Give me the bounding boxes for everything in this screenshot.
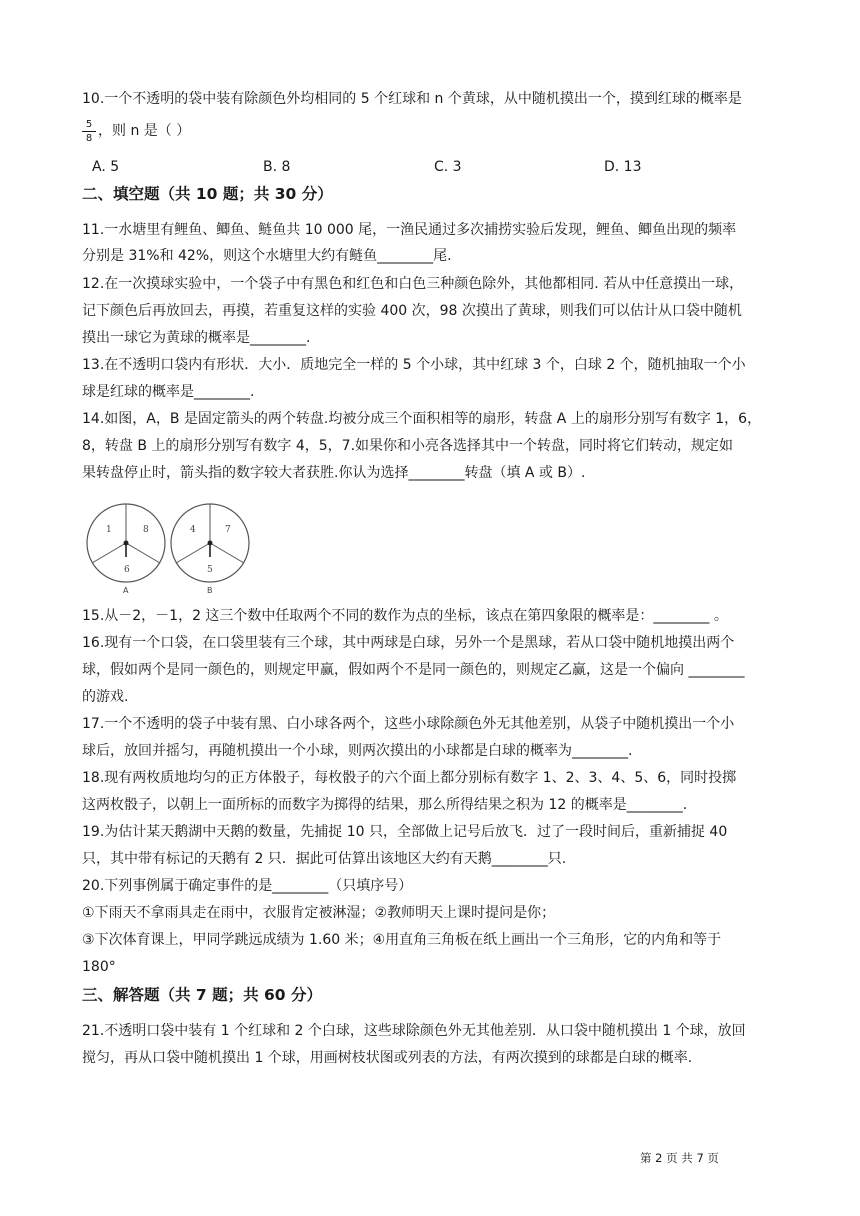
- spinner-b-right-number: 7: [225, 525, 231, 535]
- q19-line2: 只，其中带有标记的天鹅有 2 只．据此可估算出该地区大约有天鹅________只.: [82, 851, 567, 867]
- q10-fraction-numerator: 5: [85, 119, 93, 130]
- q12-line1: 12.在一次摸球实验中，一个袋子中有黑色和红色和白色三种颜色除外，其他都相同. 若从中任意摸出一球，: [82, 276, 744, 292]
- q18-line2: 这两枚骰子，以朝上一面所标的而数字为掷得的结果，那么所得结果之积为 12 的概率是________.: [82, 797, 688, 813]
- spinner-b-bottom-number: 5: [207, 565, 213, 575]
- q10-option-d: D. 13: [604, 159, 642, 175]
- q16-line1: 16.现有一个口袋，在口袋里装有三个球，其中两球是白球，另外一个是黑球，若从口袋中随机地摸出两个: [82, 635, 735, 651]
- q10-fraction-bar: [82, 131, 96, 132]
- q20-line2: ①下雨天不拿雨具走在雨中，衣服肯定被淋湿；②教师明天上课时提问是你；: [82, 905, 556, 921]
- q13-line2: 球是红球的概率是________.: [82, 384, 255, 400]
- section-3-title: 三、解答题（共 7 题；共 60 分）: [82, 986, 322, 1004]
- q16-line3: 的游戏.: [82, 689, 129, 705]
- spinner-a-right-number: 8: [143, 525, 149, 535]
- page-number-footer: 第 2 页 共 7 页: [640, 1151, 719, 1165]
- q10-option-b: B. 8: [263, 159, 291, 175]
- spinner-figure: [84, 500, 264, 598]
- q18-line1: 18.现有两枚质地均匀的正方体骰子，每枚骰子的六个面上都分别标有数字 1、2、3、4、5、6，同时投掷: [82, 770, 737, 786]
- q12-line2: 记下颜色后再放回去，再摸，若重复这样的实验 400 次，98 次摸出了黄球，则我们可以估计从口袋中随机: [82, 303, 742, 319]
- q10-fraction: [82, 119, 96, 144]
- q20-line1: 20.下列事例属于确定事件的是________（只填序号）: [82, 878, 413, 894]
- q10-fraction-denominator: 8: [85, 133, 93, 144]
- spinner-a-label: A: [123, 586, 129, 595]
- spinner-b-label: B: [207, 586, 213, 595]
- q14-line1: 14.如图，A，B 是固定箭头的两个转盘.均被分成三个面积相等的扇形，转盘 A 上的扇形分别写有数字 1，6，: [82, 411, 762, 427]
- q20-line4: 180°: [82, 959, 116, 975]
- spinner-a-bottom-number: 6: [124, 565, 130, 575]
- q10-option-c: C. 3: [434, 159, 462, 175]
- q16-line2: 球，假如两个是同一颜色的，则规定甲赢，假如两个不是同一颜色的，则规定乙赢，这是一个偏向 ________: [82, 662, 745, 678]
- q21-line2: 搅匀，再从口袋中随机摸出 1 个球，用画树枝状图或列表的方法，有两次摸到的球都是白球的概率.: [82, 1050, 693, 1066]
- q10-line2: ，则 n 是（ ）: [98, 123, 191, 139]
- q11-line1: 11.一水塘里有鲤鱼、鲫鱼、鲢鱼共 10 000 尾，一渔民通过多次捕捞实验后发现，鲤鱼、鲫鱼出现的频率: [82, 222, 737, 238]
- q15-line1: 15.从－2，－1，2 这三个数中任取两个不同的数作为点的坐标，该点在第四象限的概率是：________ 。: [82, 608, 728, 624]
- q10-line1: 10.一个不透明的袋中装有除颜色外均相同的 5 个红球和 n 个黄球，从中随机摸出一个，摸到红球的概率是: [82, 91, 742, 107]
- spinner-a-left-number: 1: [106, 525, 112, 535]
- q13-line1: 13.在不透明口袋内有形状．大小．质地完全一样的 5 个小球，其中红球 3 个，白球 2 个，随机抽取一个小: [82, 357, 746, 373]
- spinner-a: [87, 504, 165, 595]
- q10-option-a: A. 5: [92, 159, 120, 175]
- q14-line2: 8，转盘 B 上的扇形分别写有数字 4，5，7.如果你和小亮各选择其中一个转盘，同时将它们转动，规定如: [82, 438, 734, 454]
- q21-line1: 21.不透明口袋中装有 1 个红球和 2 个白球，这些球除颜色外无其他差别．从口袋中随机摸出 1 个球，放回: [82, 1023, 746, 1039]
- q14-line3: 果转盘停止时，箭头指的数字较大者获胜.你认为选择________转盘（填 A 或 B）.: [82, 465, 586, 481]
- q20-line3: ③下次体育课上，甲同学跳远成绩为 1.60 米；④用直角三角板在纸上画出一个三角形，它的内角和等于: [82, 932, 722, 948]
- spinner-b: [171, 504, 249, 595]
- q17-line1: 17.一个不透明的袋子中装有黑、白小球各两个，这些小球除颜色外无其他差别，从袋子中随机摸出一个小: [82, 716, 735, 732]
- q12-line3: 摸出一球它为黄球的概率是________.: [82, 330, 311, 346]
- q19-line1: 19.为估计某天鹅湖中天鹅的数量，先捕捉 10 只，全部做上记号后放飞．过了一段时间后，重新捕捉 40: [82, 824, 728, 840]
- section-2-title: 二、填空题（共 10 题；共 30 分）: [82, 185, 333, 203]
- spinner-b-left-number: 4: [190, 525, 196, 535]
- q17-line2: 球后，放回并摇匀，再随机摸出一个小球，则两次摸出的小球都是白球的概率为________.: [82, 743, 633, 759]
- q11-line2: 分别是 31%和 42%，则这个水塘里大约有鲢鱼________尾.: [82, 248, 452, 264]
